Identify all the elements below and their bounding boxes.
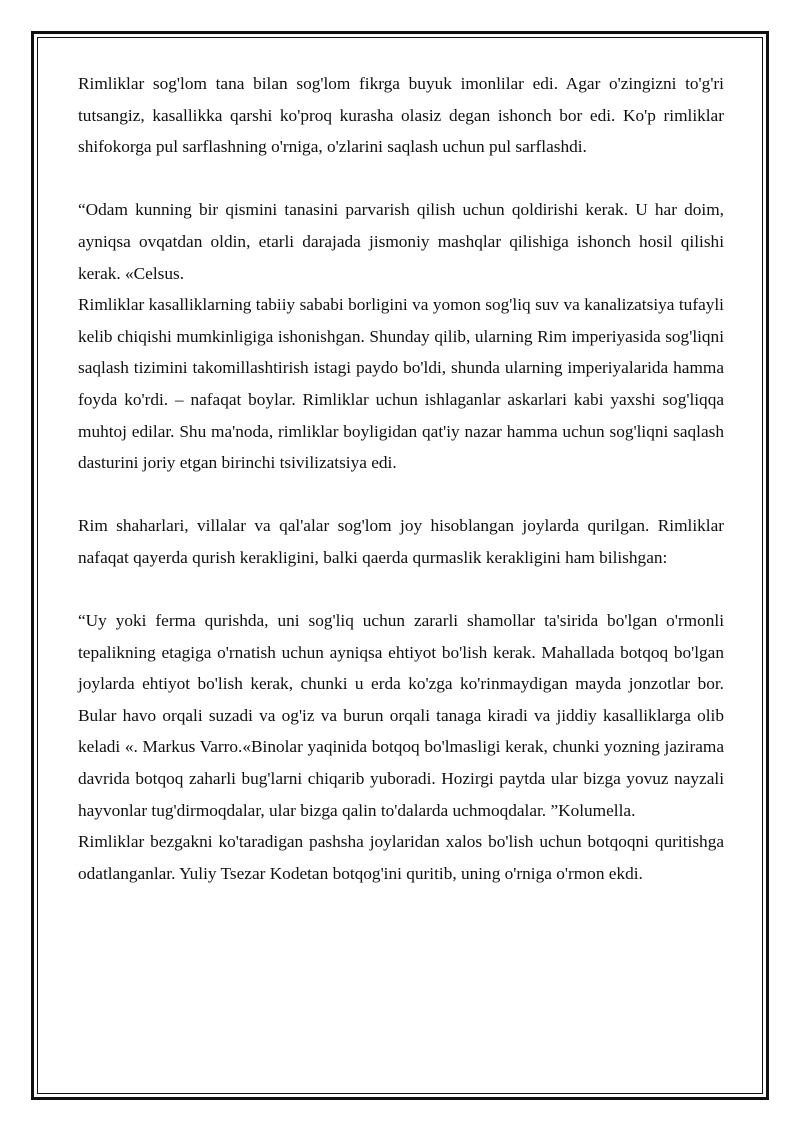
paragraph-5: “Uy yoki ferma qurishda, uni sog'liq uchun zararli shamollar ta'sirida bo'lgan o'rmonli tepalikning etagiga o'rnatish uchun ayniqsa ehtiyot bo'lish kerak. Mahallada botqoq bo'lgan joylarda ehtiyot bo'lish kerak, chunki u erda ko'zga ko'rinmaydigan mayda jonzotlar bor. Bular havo orqali suzadi va og'iz va burun orqali tanaga kiradi va jiddiy kasalliklarga olib keladi «. Markus Varro.«Binolar yaqinida botqoq bo'lmasligi kerak, chunki yozning jazirama davrida botqoq zaharli bug'larni chiqarib yuboradi. Hozirgi paytda ular bizga yovuz nayzali hayvonlar tug'dirmoqdalar, ular bizga qalin to'dalarda uchmoqdalar. ”Kolumella. — [78, 611, 724, 820]
paragraph-3: Rimliklar kasalliklarning tabiiy sababi borligini va yomon sog'liq suv va kanalizatsiya tufayli kelib chiqishi mumkinligiga ishonishgan. Shunday qilib, ularning Rim imperiyasida sog'liqni saqlash tizimini takomillashtirish istagi paydo bo'ldi, shunda ularning imperiyalarida hamma foyda ko'rdi. – nafaqat boylar. Rimliklar uchun ishlaganlar askarlari kabi yaxshi sog'liqqa muhtoj edilar. Shu ma'noda, rimliklar boyligidan qat'iy nazar hamma uchun sog'liqni saqlash dasturini joriy etgan birinchi tsivilizatsiya edi. — [78, 295, 724, 473]
document-body — [78, 68, 724, 889]
paragraph-2: “Odam kunning bir qismini tanasini parvarish qilish uchun qoldirishi kerak. U har doim, ayniqsa ovqatdan oldin, etarli darajada jismoniy mashqlar qilishiga ishonch hosil qilishi kerak. «Celsus. — [78, 200, 724, 283]
paragraph-6: Rimliklar bezgakni ko'taradigan pashsha joylaridan xalos bo'lish uchun botqoqni quritishga odatlanganlar. Yuliy Tsezar Kodetan botqog'ini quritib, uning o'rniga o'rmon ekdi. — [78, 832, 724, 883]
paragraph-4: Rim shaharlari, villalar va qal'alar sog'lom joy hisoblangan joylarda qurilgan. Rimliklar nafaqat qayerda qurish kerakligini, balki qaerda qurmaslik kerakligini ham bilishgan: — [78, 516, 724, 567]
paragraph-1: Rimliklar sog'lom tana bilan sog'lom fikrga buyuk imonlilar edi. Agar o'zingizni to'g'ri tutsangiz, kasallikka qarshi ko'proq kurasha olasiz degan ishonch bor edi. Ko'p rimliklar shifokorga pul sarflashning o'rniga, o'zlarini saqlash uchun pul sarflashdi. — [78, 74, 724, 157]
